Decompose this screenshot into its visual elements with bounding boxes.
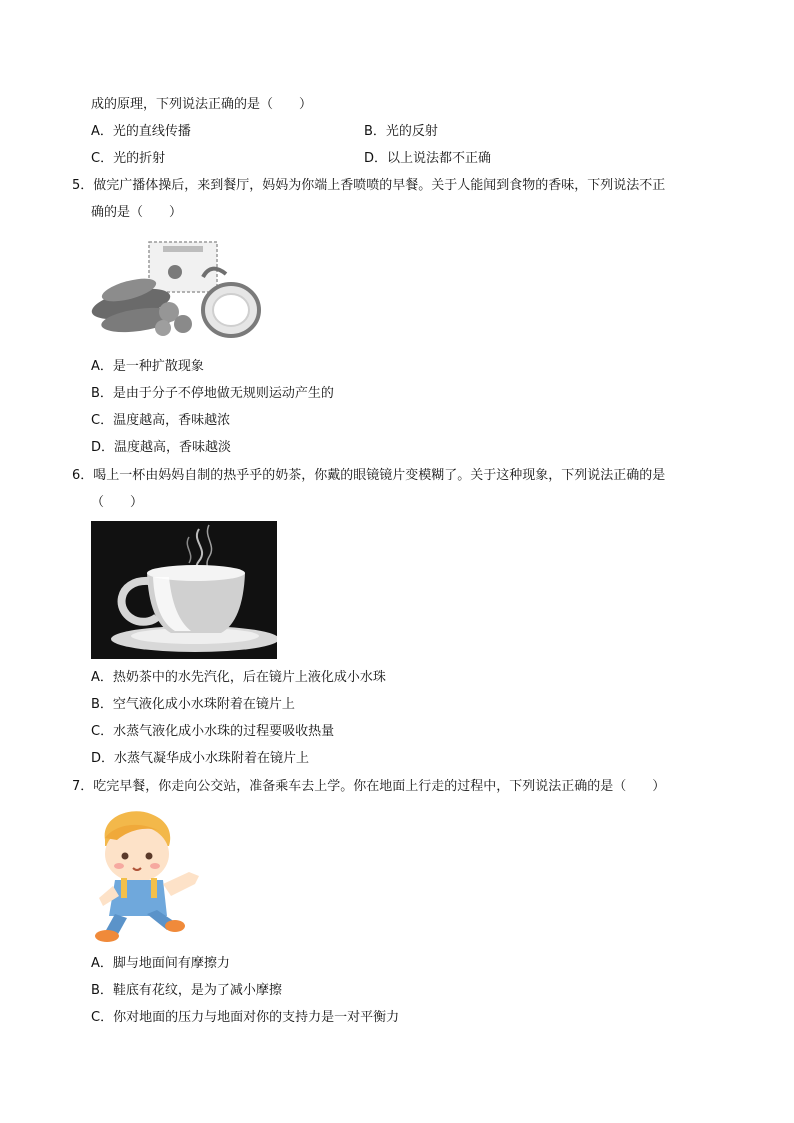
q6-option-a[interactable]: A．热奶茶中的水先汽化，后在镜片上液化成小水珠: [91, 670, 386, 685]
q5-option-a[interactable]: A．是一种扩散现象: [91, 359, 204, 374]
q6-stem: 6．喝上一杯由妈妈自制的热乎乎的奶茶，你戴的眼镜镜片变模糊了。关于这种现象，下列说法正确的是: [72, 468, 666, 483]
q6-stem-cont: （ ）: [91, 495, 144, 510]
q4-option-c[interactable]: C．光的折射: [91, 151, 166, 166]
q5-stem: 5．做完广播体操后，来到餐厅，妈妈为你端上香喷喷的早餐。关于人能闻到食物的香味，下列说法不正: [72, 178, 666, 193]
q6-option-c[interactable]: C．水蒸气液化成小水珠的过程要吸收热量: [91, 724, 335, 739]
breakfast-food-image: [91, 232, 266, 347]
hot-tea-cup-image: [91, 521, 277, 659]
q5-option-c[interactable]: C．温度越高，香味越浓: [91, 413, 231, 428]
q7-option-c[interactable]: C．你对地面的压力与地面对你的支持力是一对平衡力: [91, 1010, 400, 1025]
q5-stem-cont: 确的是（ ）: [91, 205, 183, 220]
q6-option-d[interactable]: D．水蒸气凝华成小水珠附着在镜片上: [91, 751, 310, 766]
q7-option-a[interactable]: A．脚与地面间有摩擦力: [91, 956, 230, 971]
q7-option-b[interactable]: B．鞋底有花纹，是为了减小摩擦: [91, 983, 282, 998]
q6-option-b[interactable]: B．空气液化成小水珠附着在镜片上: [91, 697, 295, 712]
q7-stem: 7．吃完早餐，你走向公交站，准备乘车去上学。你在地面上行走的过程中，下列说法正确的是（ ）: [72, 779, 666, 794]
q4-option-a[interactable]: A．光的直线传播: [91, 124, 191, 139]
q4-option-b[interactable]: B．光的反射: [364, 124, 438, 139]
q5-option-d[interactable]: D．温度越高，香味越淡: [91, 440, 232, 455]
q5-option-b[interactable]: B．是由于分子不停地做无规则运动产生的: [91, 386, 334, 401]
q4-option-d[interactable]: D．以上说法都不正确: [364, 151, 492, 166]
walking-child-image: [91, 806, 211, 946]
q4-stem-tail: 成的原理，下列说法正确的是（ ）: [91, 97, 313, 112]
